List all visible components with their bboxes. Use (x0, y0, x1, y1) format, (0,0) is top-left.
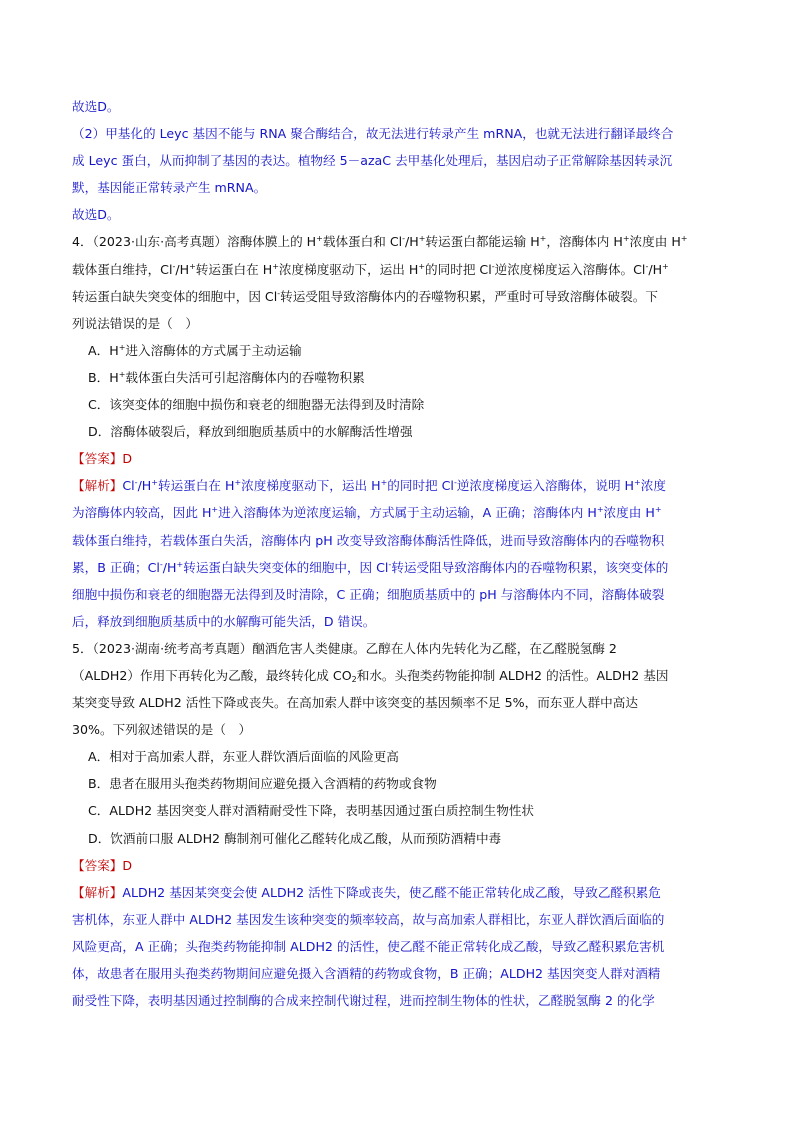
text-line: A．H+进入溶酶体的方式属于主动运输 (88, 342, 302, 358)
text-line: B．H+载体蛋白失活可引起溶酶体内的吞噬物积累 (88, 369, 365, 385)
text-line: 转运蛋白缺失突变体的细胞中，因 Cl-转运受阻导致溶酶体内的吞噬物积累，严重时可导致溶酶体破裂。下 (72, 288, 658, 304)
text-line: 细胞中损伤和衰老的细胞器无法得到及时清除，C 正确；细胞质基质中的 pH 与溶酶体内不同，溶酶体破裂 (72, 586, 665, 602)
text-line: 【解析】ALDH2 基因某突变会使 ALDH2 活性下降或丧失，使乙醛不能正常转化成乙酸，导致乙醛积累危 (72, 884, 661, 900)
text-line: 默，基因能正常转录产生 mRNA。 (72, 180, 267, 196)
text-line: 【解析】Cl-/H+转运蛋白在 H+浓度梯度驱动下，运出 H+的同时把 Cl-逆浓度梯度运入溶酶体，说明 H+浓度 (72, 478, 666, 494)
text-line: 4．（2023·山东·高考真题）溶酶体膜上的 H+载体蛋白和 Cl-/H+转运蛋白都能运输 H+，溶酶体内 H+浓度由 H+ (72, 234, 688, 250)
text-line: 故选D。 (72, 99, 120, 114)
text-line: 【答案】D (72, 857, 133, 873)
text-line: 害机体，东亚人群中 ALDH2 基因发生该种突变的频率较高，故与高加索人群相比，东亚人群饮酒后面临的 (72, 911, 665, 927)
text-line: 故选D。 (72, 207, 120, 223)
text-line: （2）甲基化的 Leyc 基因不能与 RNA 聚合酶结合，故无法进行转录产生 mRNA，也就无法进行翻译最终合 (72, 126, 674, 142)
text-line: D．溶酶体破裂后，释放到细胞质基质中的水解酶活性增强 (88, 424, 413, 440)
text-line: 为溶酶体内较高，因此 H+进入溶酶体为逆浓度运输，方式属于主动运输，A 正确；溶酶体内 H+浓度由 H+ (72, 505, 662, 521)
text-line: 某突变导致 ALDH2 活性下降或丧失。在高加索人群中该突变的基因频率不足 5%，而东亚人群中高达 (72, 695, 638, 711)
text-line: 风险更高，A 正确；头孢类药物能抑制 ALDH2 的活性，使乙醛不能正常转化成乙酸，导致乙醛积累危害机 (72, 938, 665, 954)
text-line: 30%。下列叙述错误的是（ ） (72, 722, 252, 738)
text-line: 载体蛋白维持，若载体蛋白失活，溶酶体内 pH 改变导致溶酶体酶活性降低，进而导致溶酶体内的吞噬物积 (72, 532, 665, 548)
text-line: 体，故患者在服用头孢类药物期间应避免摄入含酒精的药物或食物，B 正确；ALDH2 基因突变人群对酒精 (72, 966, 661, 981)
document-body (72, 93, 724, 1014)
text-line: （ALDH2）作用下再转化为乙酸，最终转化成 $CO_2$和水。头孢类药物能抑制 ALDH2 的活性。ALDH2 基因 (72, 667, 669, 684)
text-line: A．相对于高加索人群，东亚人群饮酒后面临的风险更高 (88, 749, 399, 765)
text-line: 列说法错误的是（ ） (72, 315, 198, 331)
text-line: 成 Leyc 蛋白，从而抑制了基因的表达。植物经 5－azaC 去甲基化处理后，基因启动子正常解除基因转录沉 (72, 153, 673, 169)
text-line: 后，释放到细胞质基质中的水解酶可能失活，D 错误。 (72, 613, 376, 629)
text-line: C．ALDH2 基因突变人群对酒精耐受性下降，表明基因通过蛋白质控制生物性状 (88, 803, 535, 819)
text-line: D．饮酒前口服 ALDH2 酶制剂可催化乙醛转化成乙酸，从而预防酒精中毒 (88, 830, 502, 846)
text-line: C．该突变体的细胞中损伤和衰老的细胞器无法得到及时清除 (88, 397, 425, 413)
text-line: B．患者在服用头孢类药物期间应避免摄入含酒精的药物或食物 (88, 776, 437, 792)
text-line: 载体蛋白维持，Cl-/H+转运蛋白在 H+浓度梯度驱动下，运出 H+的同时把 Cl-逆浓度梯度运入溶酶体。Cl-/H+ (72, 261, 669, 277)
text-line: 累，B 正确；Cl-/H+转运蛋白缺失突变体的细胞中，因 Cl-转运受阻导致溶酶体内的吞噬物积累，该突变体的 (72, 559, 669, 575)
text-line: 【答案】D (72, 451, 133, 467)
text-line: 耐受性下降，表明基因通过控制酶的合成来控制代谢过程，进而控制生物体的性状，乙醛脱氢酶 2 的化学 (72, 993, 655, 1009)
text-line: 5．（2023·湖南·统考高考真题）酗酒危害人类健康。乙醇在人体内先转化为乙醛，在乙醛脱氢酶 2 (72, 640, 617, 656)
